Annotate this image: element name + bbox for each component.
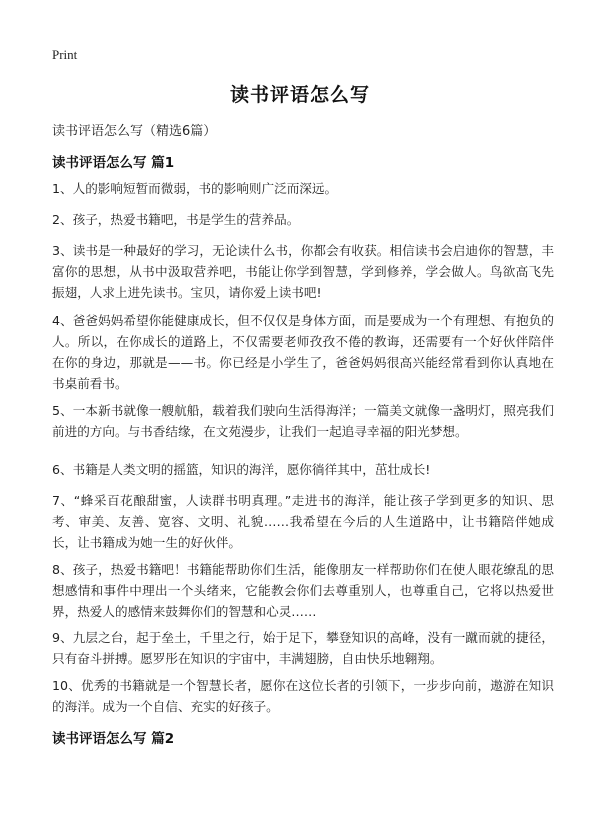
paragraph-9: 9、九层之台，起于垒土，千里之行，始于足下，攀登知识的高峰，没有一蹴而就的捷径，只有奋斗拼搏。愿罗彤在知识的宇宙中，丰满翅膀，自由快乐地翱翔。 [52,630,554,666]
paragraph-3: 3、读书是一种最好的学习，无论读什么书，你都会有收获。相信读书会启迪你的智慧，丰富你的思想，从书中汲取营养吧，书能让你学到智慧，学到修养，学会做人。鸟欲高飞先振翅，人求上进先读书。宝贝，请你爱上读书吧! [52,243,554,300]
print-label: Print [52,47,78,62]
section-heading-2: 读书评语怎么写 篇2 [52,731,175,747]
document-subtitle: 读书评语怎么写（精选6篇） [52,124,217,139]
section-heading-1: 读书评语怎么写 篇1 [52,155,175,171]
paragraph-4: 4、爸爸妈妈希望你能健康成长，但不仅仅是身体方面，而是要成为一个有理想、有抱负的人。所以，在你成长的道路上，不仅需要老师孜孜不倦的教诲，还需要有一个好伙伴陪伴在你的身边，那就是——书。你已经是小学生了，爸爸妈妈很高兴能经常看到你认真地在书桌前看书。 [52,313,554,391]
paragraph-2: 2、孩子，热爱书籍吧，书是学生的营养品。 [52,212,300,227]
paragraph-5: 5、一本新书就像一艘航船，载着我们驶向生活得海洋；一篇美文就像一盏明灯，照亮我们前进的方向。与书香结缘，在文苑漫步，让我们一起追寻幸福的阳光梦想。 [52,403,554,439]
page-title: 读书评语怎么写 [229,84,370,106]
paragraph-1: 1、人的影响短暂而微弱，书的影响则广泛而深远。 [52,181,338,196]
paragraph-10: 10、优秀的书籍就是一个智慧长者，愿你在这位长者的引领下，一步步向前，遨游在知识的海洋。成为一个自信、充实的好孩子。 [52,678,554,714]
paragraph-7: 7、“蜂采百花酿甜蜜，人读群书明真理。”走进书的海洋，能让孩子学到更多的知识、思考、审美、友善、宽容、文明、礼貌……我希望在今后的人生道路中，让书籍陪伴她成长，让书籍成为她一生的好伙伴。 [52,493,554,550]
paragraph-6: 6、书籍是人类文明的摇篮，知识的海洋，愿你徜徉其中，茁壮成长! [52,462,431,477]
paragraph-8: 8、孩子，热爱书籍吧！书籍能帮助你们生活，能像朋友一样帮助你们在使人眼花缭乱的思想感情和事件中理出一个头绪来，它能教会你们去尊重别人，也尊重自己，它将以热爱世界，热爱人的感情来鼓舞你们的智慧和心灵…… [52,562,554,619]
